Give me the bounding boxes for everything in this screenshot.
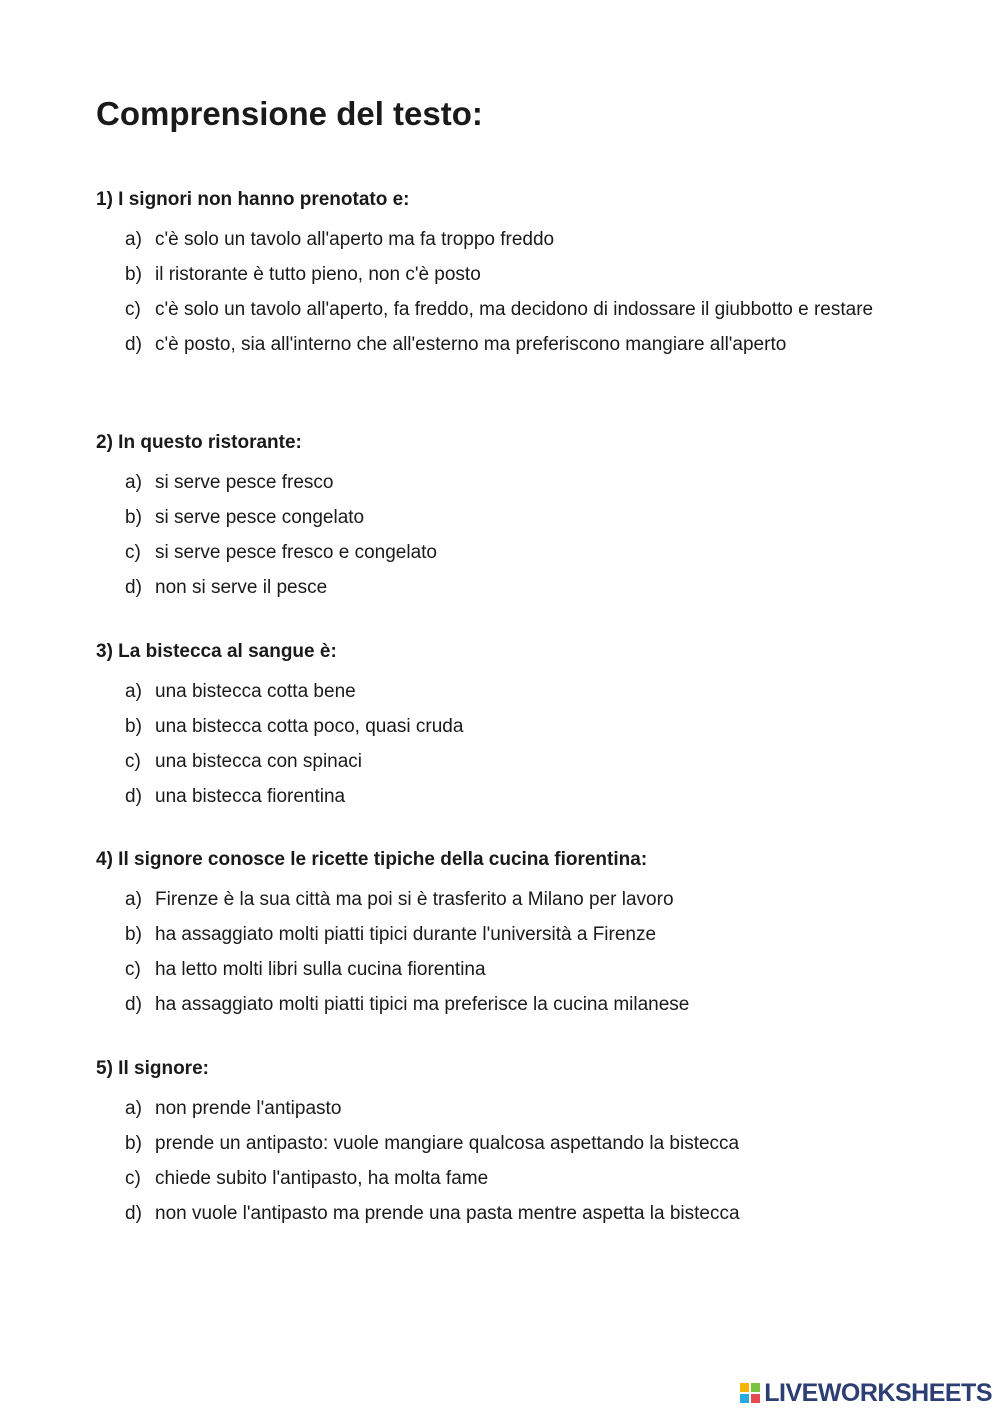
question-title: 5) Il signore: — [96, 1058, 209, 1079]
options-list — [96, 882, 876, 1022]
option-text: il ristorante è tutto pieno, non c'è posto — [155, 264, 481, 285]
options-list — [96, 465, 876, 605]
option-text: non prende l'antipasto — [155, 1098, 342, 1119]
option-letter: c) — [125, 299, 141, 320]
option-text: c'è posto, sia all'interno che all'esterno ma preferiscono mangiare all'aperto — [155, 334, 787, 355]
option-letter: c) — [125, 959, 141, 980]
question-title: 2) In questo ristorante: — [96, 432, 302, 453]
option-letter: d) — [125, 1203, 142, 1224]
option-c[interactable] — [96, 535, 876, 570]
option-d[interactable] — [96, 987, 876, 1022]
option-text: una bistecca cotta poco, quasi cruda — [155, 716, 464, 737]
logo-square — [751, 1383, 760, 1392]
question-title: 4) Il signore conosce le ricette tipiche della cucina fiorentina: — [96, 849, 648, 870]
option-a[interactable] — [96, 882, 876, 917]
option-text: non si serve il pesce — [155, 577, 328, 598]
option-letter: c) — [125, 1168, 141, 1189]
options-list — [96, 222, 876, 362]
option-letter: d) — [125, 577, 142, 598]
option-text: non vuole l'antipasto ma prende una pasta mentre aspetta la bistecca — [155, 1203, 740, 1224]
option-b[interactable] — [96, 500, 876, 535]
option-letter: c) — [125, 542, 141, 563]
liveworksheets-brand[interactable] — [740, 1380, 992, 1406]
question-5 — [96, 1057, 876, 1231]
option-text: ha assaggiato molti piatti tipici durante l'università a Firenze — [155, 924, 657, 945]
options-list — [96, 1091, 876, 1231]
option-letter: d) — [125, 786, 142, 807]
option-a[interactable] — [96, 1091, 876, 1126]
option-a[interactable] — [96, 465, 876, 500]
option-letter: d) — [125, 994, 142, 1015]
question-2 — [96, 431, 876, 605]
option-letter: a) — [125, 229, 142, 250]
options-list — [96, 674, 876, 814]
option-text: si serve pesce fresco e congelato — [155, 542, 437, 563]
option-text: una bistecca con spinaci — [155, 751, 363, 772]
option-text: una bistecca cotta bene — [155, 681, 356, 702]
option-letter: d) — [125, 334, 142, 355]
option-d[interactable] — [96, 327, 876, 362]
liveworksheets-logo-icon — [740, 1383, 760, 1403]
page-title: Comprensione del testo: — [96, 95, 483, 132]
option-letter: a) — [125, 681, 142, 702]
option-c[interactable] — [96, 292, 876, 327]
logo-square — [740, 1394, 749, 1403]
option-d[interactable] — [96, 1196, 876, 1231]
option-a[interactable] — [96, 222, 876, 257]
option-letter: b) — [125, 507, 142, 528]
option-b[interactable] — [96, 257, 876, 292]
option-letter: a) — [125, 472, 142, 493]
option-b[interactable] — [96, 709, 876, 744]
option-text: chiede subito l'antipasto, ha molta fame — [155, 1168, 489, 1189]
option-text: una bistecca fiorentina — [155, 786, 346, 807]
question-4 — [96, 848, 876, 1022]
option-c[interactable] — [96, 952, 876, 987]
question-title: 1) I signori non hanno prenotato e: — [96, 189, 410, 210]
option-letter: a) — [125, 1098, 142, 1119]
question-3 — [96, 640, 876, 814]
question-1 — [96, 188, 876, 362]
option-d[interactable] — [96, 570, 876, 605]
logo-square — [740, 1383, 749, 1392]
option-letter: b) — [125, 1133, 142, 1154]
option-c[interactable] — [96, 1161, 876, 1196]
option-text: Firenze è la sua città ma poi si è trasferito a Milano per lavoro — [155, 889, 674, 910]
option-text: prende un antipasto: vuole mangiare qualcosa aspettando la bistecca — [155, 1133, 740, 1154]
option-c[interactable] — [96, 744, 876, 779]
option-text: ha letto molti libri sulla cucina fiorentina — [155, 959, 486, 980]
option-text: c'è solo un tavolo all'aperto ma fa troppo freddo — [155, 229, 555, 250]
option-letter: a) — [125, 889, 142, 910]
option-letter: b) — [125, 716, 142, 737]
brand-name: LIVEWORKSHEETS — [764, 1378, 992, 1407]
option-letter: c) — [125, 751, 141, 772]
logo-square — [751, 1394, 760, 1403]
option-text: si serve pesce congelato — [155, 507, 365, 528]
option-text: c'è solo un tavolo all'aperto, fa freddo, ma decidono di indossare il giubbotto e restare — [155, 299, 874, 320]
option-b[interactable] — [96, 1126, 876, 1161]
option-b[interactable] — [96, 917, 876, 952]
option-letter: b) — [125, 264, 142, 285]
option-text: ha assaggiato molti piatti tipici ma preferisce la cucina milanese — [155, 994, 690, 1015]
question-title: 3) La bistecca al sangue è: — [96, 641, 337, 662]
option-letter: b) — [125, 924, 142, 945]
option-text: si serve pesce fresco — [155, 472, 334, 493]
option-d[interactable] — [96, 779, 876, 814]
option-a[interactable] — [96, 674, 876, 709]
